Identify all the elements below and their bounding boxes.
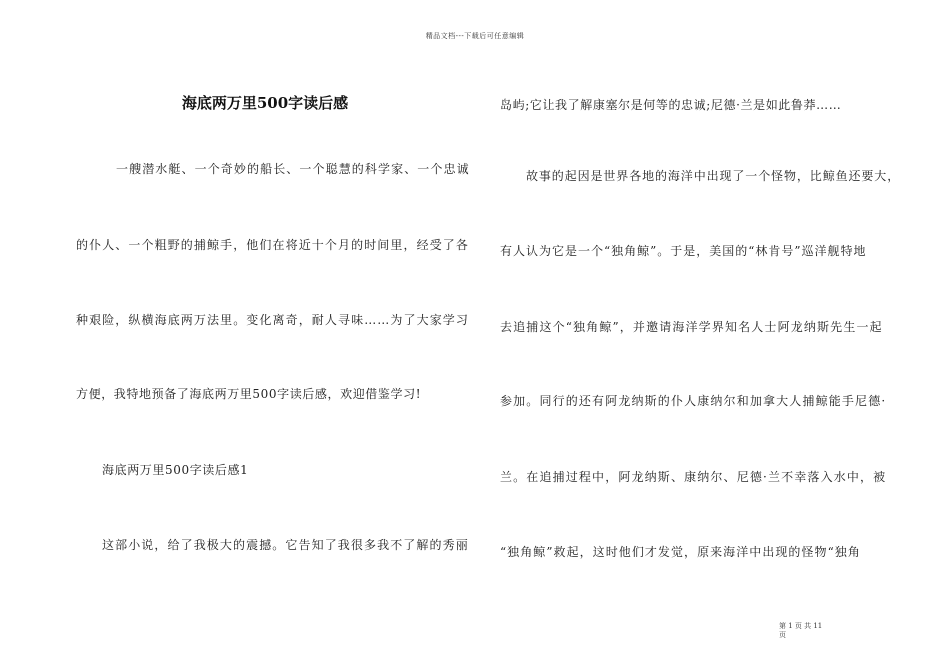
right-paragraph-line: 故事的起因是世界各地的海洋中出现了一个怪物，比鲸鱼还要大， — [526, 169, 901, 183]
left-paragraph-line: 方便，我特地预备了海底两万里500字读后感，欢迎借鉴学习! — [76, 387, 422, 401]
left-paragraph-line: 这部小说，给了我极大的震撼。它告知了我很多我不了解的秀丽 — [102, 538, 469, 552]
page-number-line: 页 — [779, 631, 786, 639]
document-title: 海底两万里500字读后感 — [181, 94, 349, 112]
left-paragraph-line: 的仆人、一个粗野的捕鲸手，他们在将近十个月的时间里，经受了各 — [76, 238, 470, 252]
left-paragraph-line: 一艘潜水艇、一个奇妙的船长、一个聪慧的科学家、一个忠诚 — [116, 162, 470, 176]
left-paragraph-line: 种艰险，纵横海底两万法里。变化离奇，耐人寻味……为了大家学习 — [76, 313, 470, 327]
page-number — [779, 622, 839, 640]
right-paragraph-line: 岛屿;它让我了解康塞尔是何等的忠诚;尼德·兰是如此鲁莽…… — [500, 98, 842, 112]
right-paragraph-line: 参加。同行的还有阿龙纳斯的仆人康纳尔和加拿大人捕鲸能手尼德· — [500, 394, 887, 408]
right-paragraph-line: 有人认为它是一个“独角鲸”。于是，美国的“林肯号”巡洋舰特地 — [500, 244, 867, 258]
right-paragraph-line: 去追捕这个“独角鲸”，并邀请海洋学界知名人士阿龙纳斯先生一起 — [500, 320, 883, 334]
section-heading: 海底两万里500字读后感1 — [102, 463, 249, 477]
right-paragraph-line: 兰。在追捕过程中，阿龙纳斯、康纳尔、尼德·兰不幸落入水中，被 — [500, 470, 887, 484]
header-note: 精品文档---下载后可任意编辑 — [425, 32, 525, 40]
right-paragraph-line: “独角鲸”救起，这时他们才发觉，原来海洋中出现的怪物“独角 — [500, 545, 861, 559]
page-number-line: 第 1 页 共 11 — [779, 622, 823, 630]
